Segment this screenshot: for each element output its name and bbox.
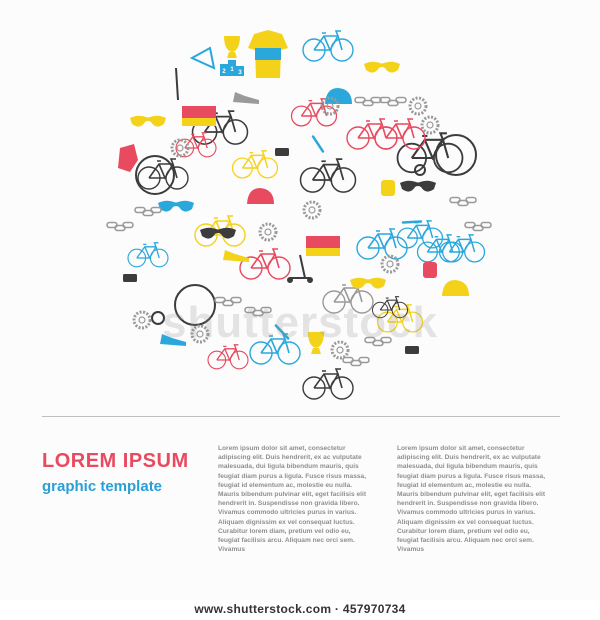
wrench-icon	[273, 326, 291, 339]
chain-icon	[261, 308, 271, 313]
bicycle-frame-icon	[192, 48, 214, 68]
sprocket-icon	[332, 342, 348, 358]
sunglasses-icon	[130, 116, 166, 127]
scooter-icon	[287, 277, 293, 283]
bicycle-icon	[323, 283, 373, 313]
bicycle-icon	[303, 31, 353, 61]
bicycle-icon	[208, 345, 248, 369]
cycling-shoe-icon	[223, 250, 249, 262]
bicycle-icon	[398, 133, 463, 172]
helmet-icon	[442, 280, 469, 296]
wrench-icon	[403, 215, 421, 230]
divider-line	[42, 416, 560, 417]
glove-icon	[423, 262, 437, 278]
helmet-icon	[325, 88, 352, 104]
rickshaw-icon	[182, 106, 216, 118]
bicycle-icon	[303, 369, 353, 399]
trophy-icon	[224, 36, 240, 58]
pedal-icon	[275, 148, 289, 156]
body-text-column-2: Lorem ipsum dolor sit amet, consectetur adipiscing elit. Duis hendrerit, ex ac vulputate malesuada, dui ligula bibendum mauris, quis feugiat diam purus a ligula. Fusce risus massa, feugiat id elementum ac, molestie eu nulla. Mauris bibendum pulvinar elit, eget facilisis elit hendrerit in. Suspendisse non gravida libero. Vivamus commodo ultricies purus in varius. Aliquam dignissim ex vel consequat luctus. Curabitur lorem diam, pretium vel odio eu, feugiat facilisis arcu. Aliquam nec orci sem. Vivamus	[397, 445, 546, 554]
sunglasses-icon	[400, 181, 436, 192]
rickshaw-icon	[306, 248, 340, 256]
page-subtitle: graphic template	[42, 478, 163, 495]
bicycle-icon	[233, 151, 278, 178]
chain-icon	[359, 358, 369, 363]
sunglasses-icon	[158, 201, 194, 212]
cycling-jersey-icon	[118, 144, 138, 172]
body-text-column-1: Lorem ipsum dolor sit amet, consectetur adipiscing elit. Duis hendrerit, ex ac vulputate malesuada, dui ligula bibendum mauris, quis feugiat diam purus a ligula. Fusce risus massa, feugiat id elementum ac, molestie eu nulla. Mauris bibendum pulvinar elit, eget facilisis elit hendrerit in. Suspendisse non gravida libero. Vivamus commodo ultricies purus in varius. Aliquam dignissim ex vel consequat luctus. Curabitur lorem diam, pretium vel odio eu, feugiat facilisis arcu. Aliquam nec orci sem. Vivamus	[218, 445, 367, 554]
rickshaw-icon	[182, 118, 216, 126]
pedal-icon	[405, 346, 419, 354]
sprocket-icon	[410, 98, 426, 114]
chain-icon	[481, 223, 491, 228]
sunglasses-icon	[200, 228, 236, 239]
glove-icon	[381, 180, 395, 196]
page-title: LOREM IPSUM	[42, 450, 189, 472]
chain-icon	[123, 223, 133, 228]
sunglasses-icon	[350, 278, 386, 289]
sprocket-icon	[382, 256, 398, 272]
chain-icon	[231, 298, 241, 303]
trophy-icon	[308, 332, 324, 354]
bicycle-icon	[373, 297, 408, 318]
cycling-shoe-icon	[160, 334, 186, 346]
footer-url: www.shutterstock.com · 457970734	[194, 602, 406, 616]
bicycle-icon	[128, 243, 168, 267]
watermark-text: shutterstock	[161, 298, 439, 347]
podium-label: 2	[222, 69, 226, 75]
sprocket-icon	[260, 224, 276, 240]
penny-farthing-icon	[136, 156, 174, 194]
bicycle-icon	[250, 334, 300, 364]
chain-icon	[381, 338, 391, 343]
cycling-icons-circle	[100, 20, 500, 410]
cycling-shoe-icon	[233, 92, 259, 104]
bicycle-icon	[398, 221, 443, 248]
chain-icon	[466, 198, 476, 203]
sprocket-icon	[304, 202, 320, 218]
scooter-icon	[290, 255, 310, 278]
cycling-jersey-icon	[255, 48, 281, 60]
helmet-icon	[247, 188, 274, 204]
podium-label: 1	[230, 67, 234, 73]
scooter-icon	[307, 277, 313, 283]
sunglasses-icon	[364, 62, 400, 73]
sprocket-icon	[422, 117, 438, 133]
penny-farthing-icon	[152, 312, 164, 324]
footer-bar	[0, 600, 600, 620]
fork-icon	[176, 68, 178, 100]
penny-farthing-icon	[175, 285, 215, 325]
podium-label: 3	[238, 70, 242, 76]
chain-icon	[396, 98, 406, 103]
bicycle-icon	[138, 159, 188, 189]
bicycle-icon	[176, 133, 216, 157]
bicycle-icon	[301, 159, 356, 192]
rickshaw-icon	[306, 236, 340, 248]
pedal-icon	[123, 274, 137, 282]
chain-icon	[151, 208, 161, 213]
sprocket-icon	[192, 326, 208, 342]
sprocket-icon	[134, 312, 150, 328]
bicycle-icon	[240, 249, 290, 279]
wrench-icon	[309, 137, 327, 152]
